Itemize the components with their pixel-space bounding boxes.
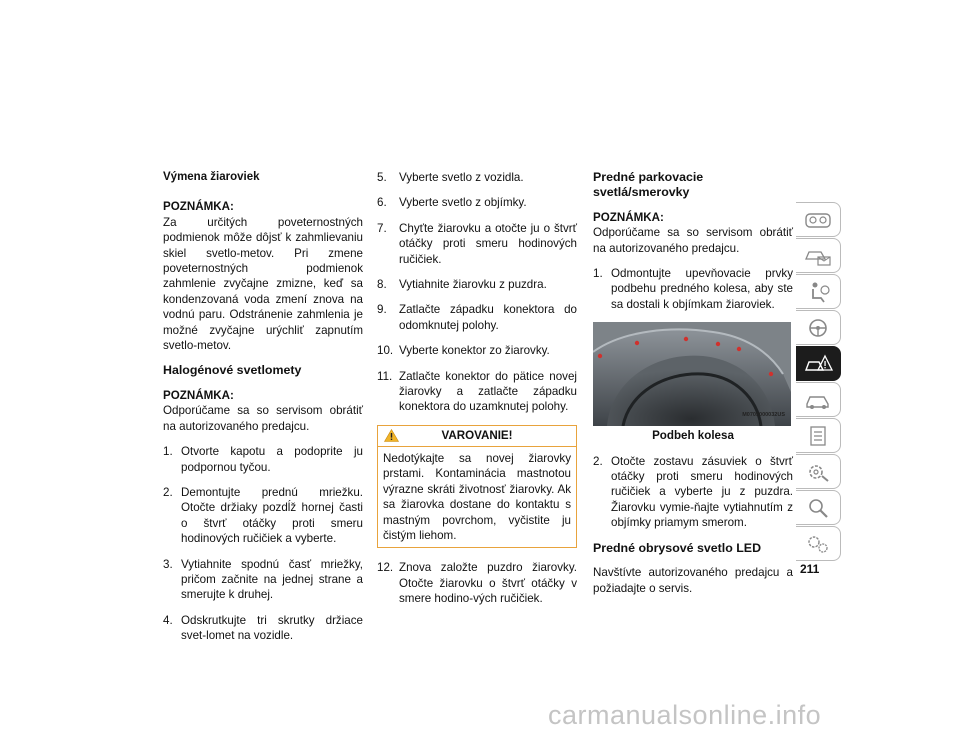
step-number: 2. <box>163 485 173 499</box>
steering-wheel-icon <box>803 316 833 340</box>
note-label: POZNÁMKA: <box>163 200 234 214</box>
column-right <box>593 170 793 596</box>
list-item <box>377 560 577 606</box>
step-text: Zatlačte západku konektora do odomknutej polohy. <box>399 303 577 332</box>
watermark: carmanualsonline.info <box>548 700 822 730</box>
note-block-2 <box>163 388 363 434</box>
tab-gear-wrench[interactable] <box>796 454 841 489</box>
step-number: 5. <box>377 171 387 184</box>
tab-car-service[interactable] <box>796 382 841 417</box>
list-item <box>377 195 577 210</box>
warning-box <box>377 425 577 548</box>
step-text: Otvorte kapotu a podoprite ju podpornou tyčou. <box>181 445 363 474</box>
note-text-3: Odporúčame sa so servisom obrátiť na autorizovaného predajcu. <box>593 226 793 255</box>
heading-halogen: Halogénové svetlomety <box>163 363 302 378</box>
gear-wrench-icon <box>803 460 833 484</box>
note-label-3: POZNÁMKA: <box>593 210 664 224</box>
list-item <box>163 613 363 644</box>
language-gears-icon <box>803 532 833 556</box>
step-text: Otočte zostavu zásuviek o štvrť otáčky proti smeru hodinových ručičiek a vyberte ju z puzdra. Žiarovku vymie-ňajte vytiahnutím z objímky priamym smerom. <box>611 454 793 530</box>
step-text: Demontujte prednú mriežku. Otočte držiaky pozdĺž hornej časti o štvrť otáčky proti smeru hodinových ručičiek a vyberte. <box>181 485 363 546</box>
tab-car-dashboard[interactable] <box>796 202 841 237</box>
step-number: 11. <box>377 369 393 383</box>
note-block-3 <box>593 210 793 256</box>
tab-checklist[interactable] <box>796 418 841 453</box>
list-item <box>163 557 363 603</box>
step-text: Vytiahnite spodnú časť mriežky, pričom začnite na jednej strane a smerujte k druhej. <box>181 557 363 602</box>
note-text: Za určitých poveternostných podmienok môže dôjsť k zahmlievaniu skiel svetlo-metov. Pri zmene poveternostných podmienok zahmlenie zvyčajne zmizne, keď sa kondenzovaná voda zmení znova na vodnú paru. Odstránenie zahmlenia je možné zvyčajne urýchliť zapnutím svetlo-metov. <box>163 215 363 353</box>
step-text: Zatlačte konektor do pätice novej žiarovky a zatlačte západku konektora do uzamknutej polohy. <box>399 369 577 414</box>
step-text: Vyberte svetlo z objímky. <box>399 196 527 210</box>
step-number: 8. <box>377 278 387 292</box>
airbag-seat-icon <box>803 280 833 304</box>
list-item <box>593 454 793 531</box>
list-item <box>593 266 793 312</box>
heading-parking-lights: Predné parkovacie svetlá/smerovky <box>593 170 704 200</box>
note-label-2: POZNÁMKA: <box>163 388 234 402</box>
section-title: Výmena žiaroviek <box>163 171 260 183</box>
step-text: Odmontujte upevňovacie prvky podbehu predného kolesa, aby ste sa dostali k objímkam žiaroviek. <box>611 267 793 311</box>
list-item <box>377 302 577 333</box>
tab-magnifier[interactable] <box>796 490 841 525</box>
warning-header <box>378 426 576 447</box>
step-text: Vyberte konektor zo žiarovky. <box>399 344 550 358</box>
page-number: 211 <box>800 562 820 576</box>
step-text: Odskrutkujte tri skrutky držiace svet-lomet na vozidle. <box>181 613 363 643</box>
column-middle <box>377 170 577 617</box>
step-text: Chyťte žiarovku a otočte ju o štvrť otáčky proti smeru hodinových ručičiek. <box>399 221 577 266</box>
warning-title: VAROVANIE! <box>441 429 513 443</box>
step-text: Vytiahnite žiarovku z puzdra. <box>399 278 547 292</box>
tab-language-gears[interactable] <box>796 526 841 561</box>
note-text-2: Odporúčame sa so servisom obrátiť na autorizovaného predajcu. <box>163 404 363 433</box>
warning-icon <box>384 429 399 446</box>
step-number: 12. <box>377 561 394 575</box>
led-text: Navštívte autorizovaného predajcu a požiadajte o servis. <box>593 566 793 595</box>
step-number: 1. <box>163 445 173 459</box>
step-number: 7. <box>377 221 387 235</box>
figure-code: M0705000032US <box>742 411 785 418</box>
car-service-icon <box>803 388 833 412</box>
step-number: 6. <box>377 196 387 210</box>
car-mail-icon <box>803 244 833 268</box>
list-item <box>377 221 577 267</box>
step-text: Vyberte svetlo z vozidla. <box>399 171 524 184</box>
list-item <box>377 343 577 358</box>
tab-steering-wheel[interactable] <box>796 310 841 345</box>
car-dashboard-icon <box>803 208 833 232</box>
list-item <box>377 277 577 292</box>
warning-text: Nedotýkajte sa novej žiarovky prstami. Kontaminácia mastnotou výrazne skráti životnosť žiarovky. Ak sa žiarovka dostane do kontaktu s mastným povrchom, vyčistite ju čistým liehom. <box>383 451 571 542</box>
step-number: 4. <box>163 613 173 627</box>
step-number: 2. <box>593 454 603 468</box>
wheel-liner-figure <box>593 322 791 426</box>
list-item <box>163 444 363 475</box>
tab-car-mail[interactable] <box>796 238 841 273</box>
tab-car-hazard[interactable] <box>796 346 841 381</box>
list-item <box>377 170 577 185</box>
checklist-icon <box>803 424 833 448</box>
figure-caption: Podbeh kolesa <box>652 429 734 443</box>
list-item <box>163 485 363 547</box>
list-item <box>377 369 577 415</box>
car-hazard-icon <box>803 352 833 376</box>
step-number: 9. <box>377 303 387 317</box>
step-number: 1. <box>593 267 603 281</box>
magnifier-icon <box>803 496 833 520</box>
heading-led: Predné obrysové svetlo LED <box>593 540 762 555</box>
step-number: 10. <box>377 344 394 358</box>
chapter-tabs <box>796 202 841 562</box>
tab-airbag-seat[interactable] <box>796 274 841 309</box>
note-block <box>163 199 363 353</box>
step-text: Znova založte puzdro žiarovky. Otočte žiarovku o štvrť otáčky v smere hodino-vých ručičiek. <box>399 561 577 606</box>
column-left <box>163 170 363 654</box>
step-number: 3. <box>163 557 173 571</box>
